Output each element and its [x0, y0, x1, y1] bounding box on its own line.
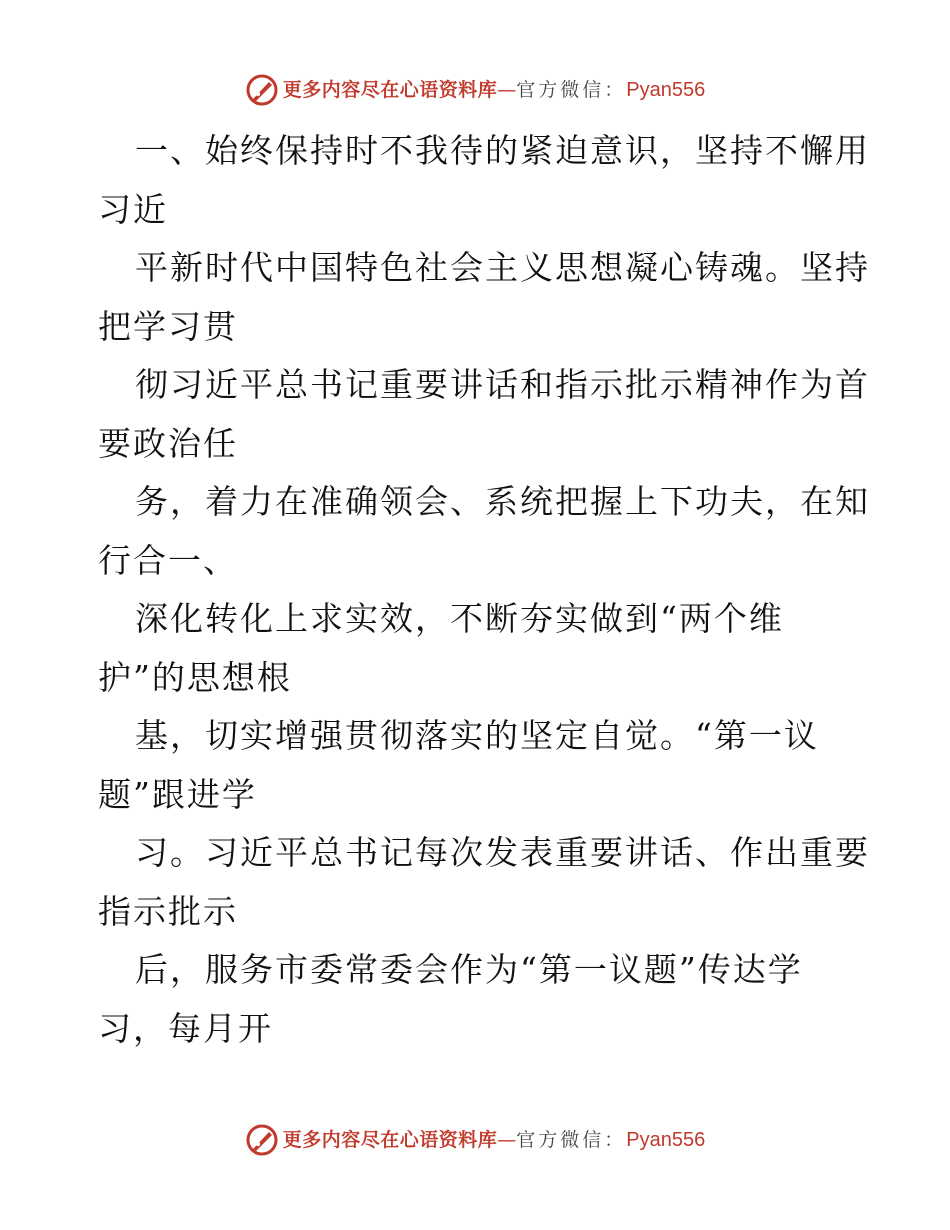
banner-wechat-id: Pyan556	[626, 79, 706, 101]
text-line: 要政治任	[98, 423, 238, 463]
text-line: 指示批示	[98, 891, 238, 931]
text-line: 把学习贯	[98, 306, 238, 346]
text-line: 习。习近平总书记每次发表重要讲话、作出重要	[135, 833, 870, 872]
header-banner	[0, 70, 950, 110]
text-line: 行合一、	[98, 540, 238, 580]
banner-separator: —	[497, 79, 517, 101]
text-line: 题”跟进学	[98, 774, 257, 814]
banner-wechat-id: Pyan556	[626, 1129, 706, 1151]
pen-circle-icon	[245, 73, 279, 107]
footer-banner	[0, 1120, 950, 1160]
text-line: 后，服务市委常委会作为“第一议题”传达学	[135, 950, 803, 989]
text-line: 彻习近平总书记重要讲话和指示批示精神作为首	[135, 365, 870, 404]
banner-wechat-label: 官方微信：	[516, 79, 627, 101]
text-line: 务，着力在准确领会、系统把握上下功夫，在知	[135, 482, 870, 521]
text-line: 平新时代中国特色社会主义思想凝心铸魂。坚持	[135, 248, 870, 287]
text-line: 一、始终保持时不我待的紧迫意识，坚持不懈用	[135, 131, 870, 170]
banner-text	[283, 1130, 706, 1150]
banner-text	[283, 80, 706, 100]
banner-title: 更多内容尽在心语资料库	[282, 1129, 498, 1151]
text-line: 护”的思想根	[98, 657, 292, 697]
text-line: 深化转化上求实效，不断夯实做到“两个维	[135, 599, 784, 638]
pen-circle-icon	[245, 1123, 279, 1157]
banner-title: 更多内容尽在心语资料库	[282, 79, 498, 101]
banner-wechat-label: 官方微信：	[516, 1129, 627, 1151]
text-line: 基，切实增强贯彻落实的坚定自觉。“第一议	[135, 716, 819, 755]
banner-separator: —	[497, 1129, 517, 1151]
document-body	[98, 122, 868, 1058]
text-line: 习近	[98, 189, 168, 229]
text-line: 习，每月开	[98, 1008, 273, 1048]
